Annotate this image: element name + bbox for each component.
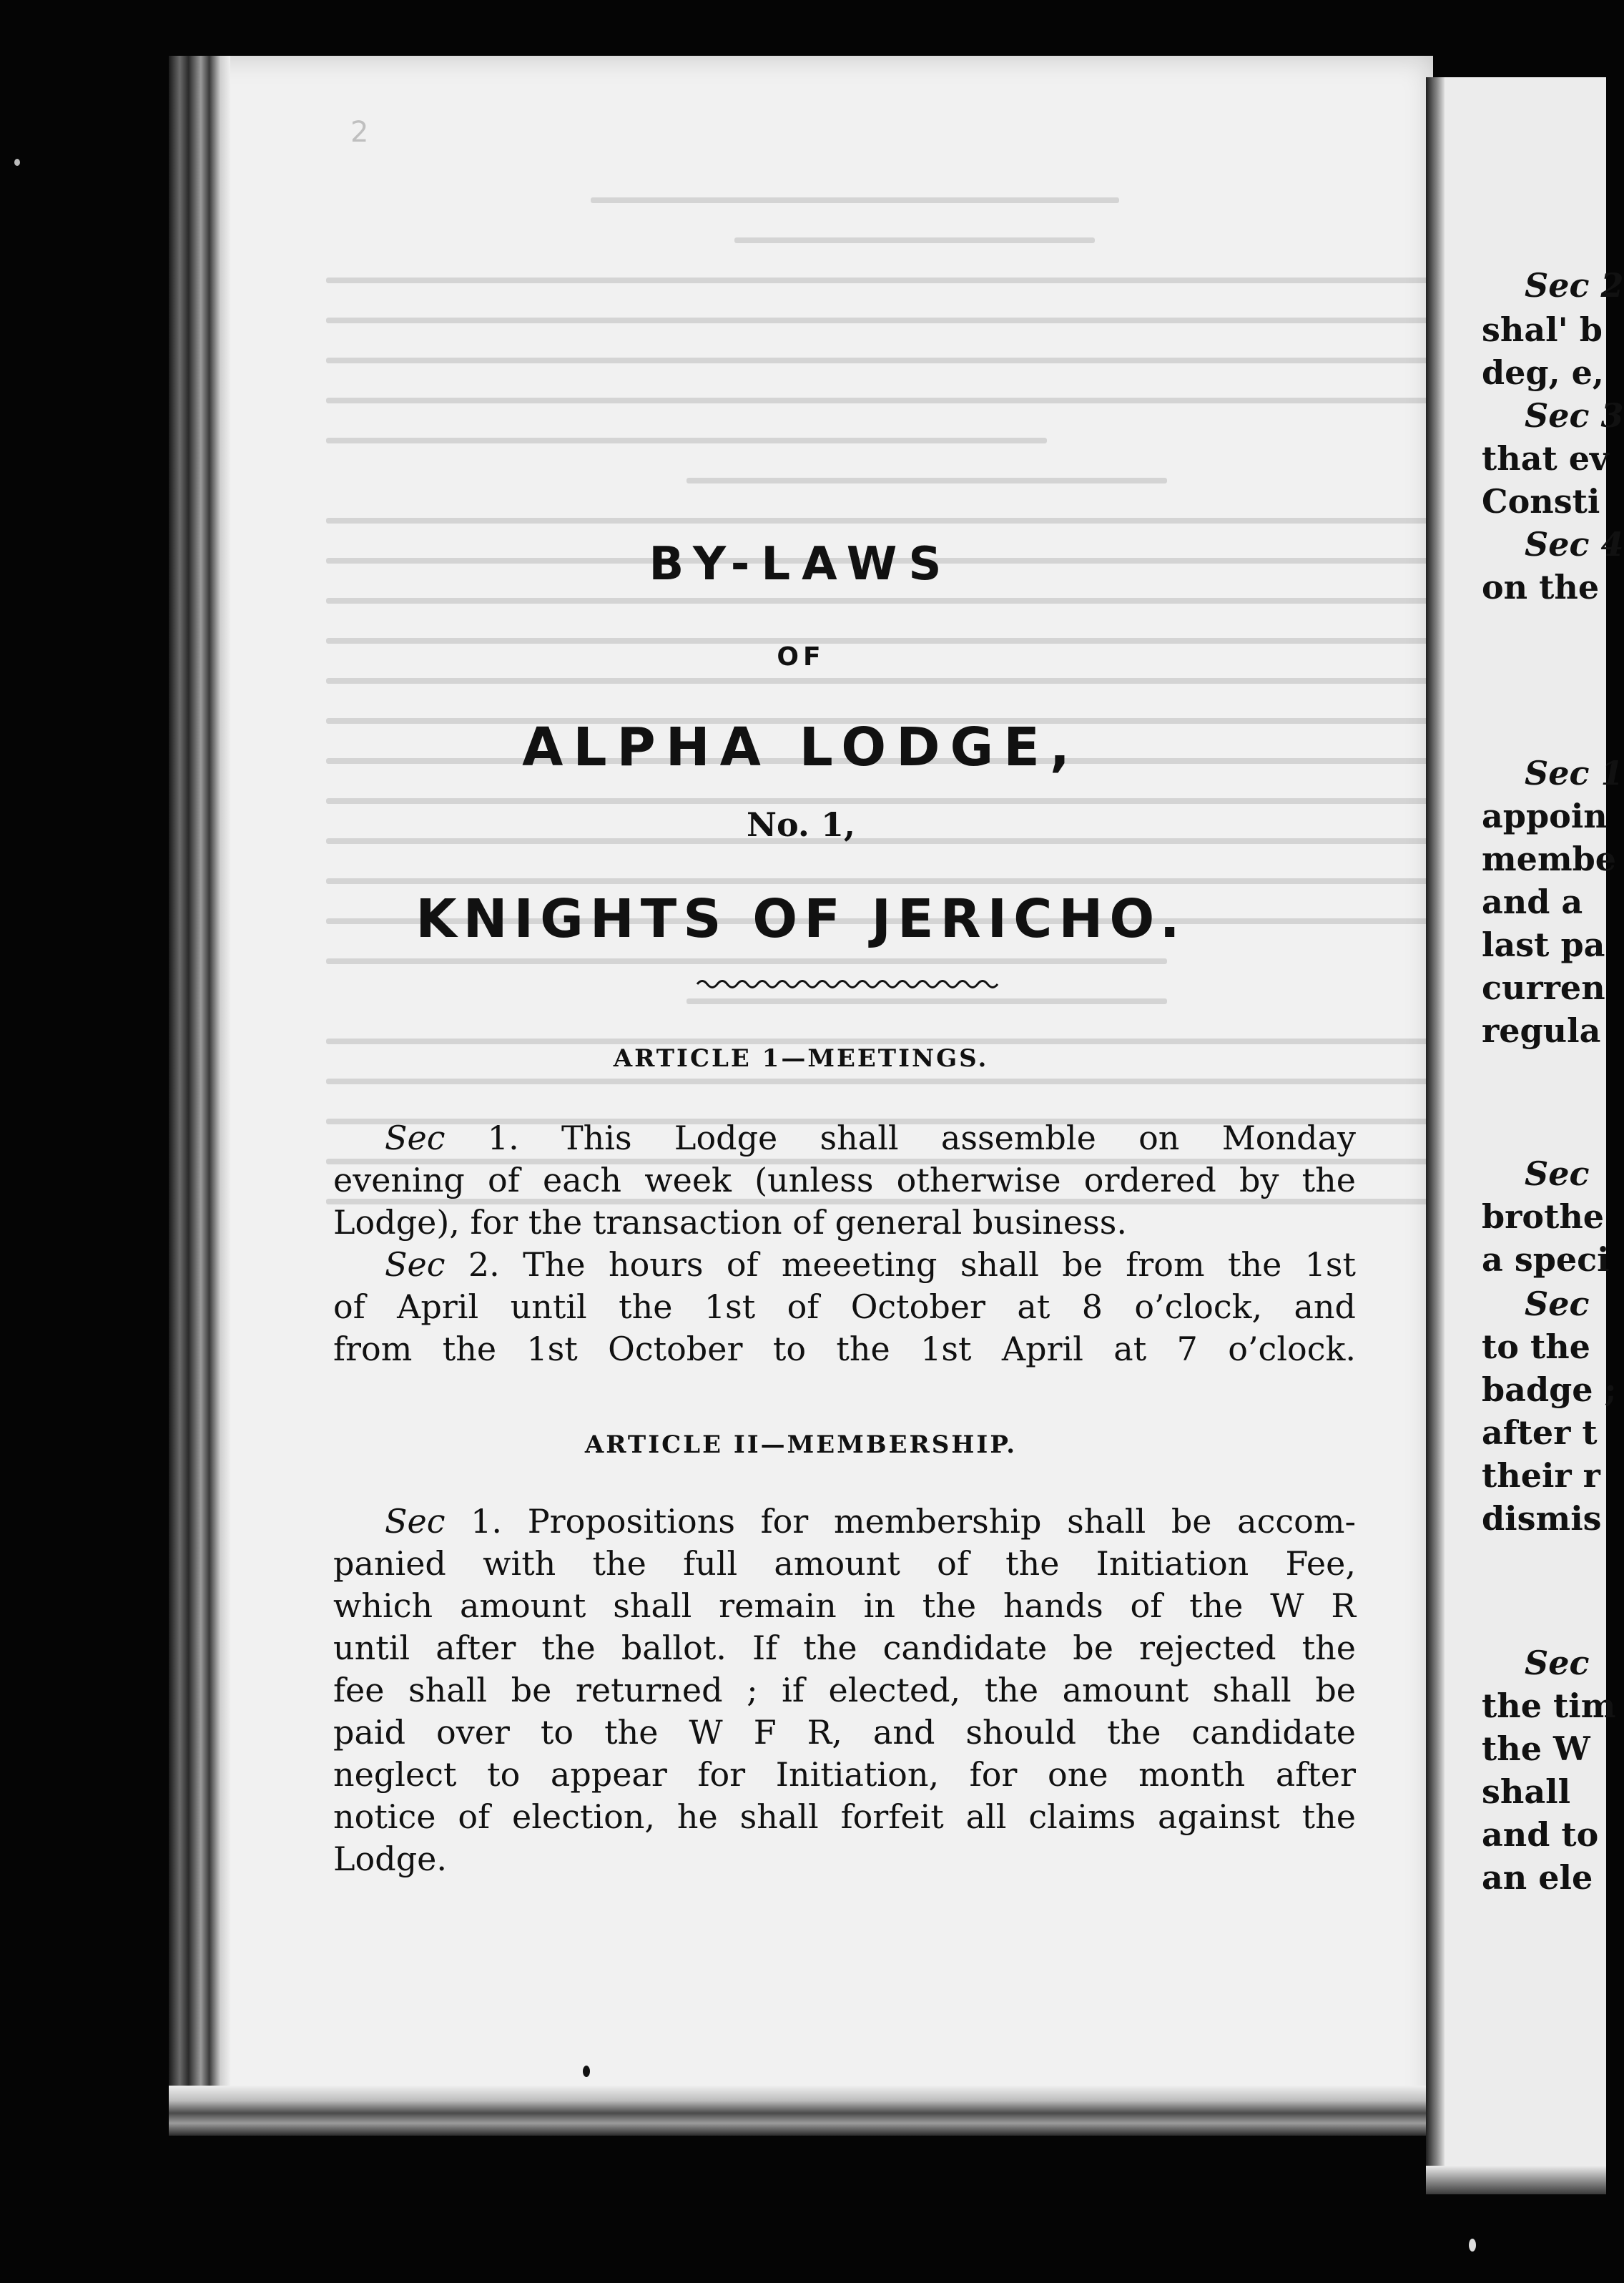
text-line: fee shall be returned ; if elected, the amount shall be [333, 1671, 1356, 1709]
right-page-bottom-edge [1426, 2166, 1606, 2194]
text-line: notice of election, he shall forfeit all claims against the [333, 1797, 1356, 1836]
right-page-line: Sec 2 [1525, 266, 1624, 305]
text-line [333, 1501, 1356, 1543]
text-line: Lodge), for the transaction of general business. [333, 1203, 1127, 1242]
right-page-line: Sec [1525, 1644, 1590, 1682]
text-line: evening of each week (unless otherwise ordered by the [333, 1161, 1356, 1199]
right-page-line: Consti [1482, 482, 1600, 521]
right-page-line: after t [1482, 1413, 1598, 1452]
right-page-line: an ele [1482, 1858, 1593, 1897]
right-page-line: Sec [1525, 1154, 1590, 1193]
text-line: from the 1st October to the 1st April at 7 o’clock. [333, 1330, 1356, 1368]
article-1-heading: ARTICLE 1—MEETINGS. [613, 1044, 989, 1073]
right-page-line: their r [1482, 1456, 1600, 1495]
right-page-line: Sec 3 [1525, 396, 1624, 435]
right-page-line: Sec 4 [1525, 525, 1624, 564]
text-line-content: 1. Propositions for membership shall be accom- [445, 1502, 1356, 1541]
text-line [333, 1244, 1356, 1286]
right-page-line: badge ; [1482, 1370, 1617, 1409]
right-page-line: Sec 1 [1525, 754, 1624, 792]
right-page-line: last pa [1482, 926, 1605, 964]
article-2-section-1 [333, 1501, 1356, 1880]
page-bottom-edge [169, 2086, 1433, 2136]
right-page-line: appoin [1482, 797, 1608, 835]
right-page-line: deg, e, [1482, 353, 1604, 392]
right-page-line: brothe [1482, 1197, 1605, 1236]
article-1-section-1 [333, 1117, 1356, 1244]
right-page-line: the tim [1482, 1687, 1616, 1725]
page-number: 2 [350, 116, 369, 149]
text-line-content: 2. The hours of meeeting shall be from the 1st [445, 1245, 1356, 1284]
right-page-line: regula [1482, 1011, 1601, 1050]
article-1-section-2 [333, 1244, 1356, 1370]
ink-dot [583, 2066, 590, 2077]
section-label: Sec [385, 1245, 446, 1284]
text-line [333, 1117, 1356, 1159]
page-gutter-shadow [169, 56, 230, 2136]
article-2-heading: ARTICLE II—MEMBERSHIP. [584, 1430, 1018, 1459]
section-label: Sec [385, 1119, 446, 1157]
text-line: neglect to appear for Initiation, for one month after [333, 1755, 1356, 1794]
text-line: until after the ballot. If the candidate be rejected the [333, 1629, 1356, 1667]
section-label: Sec [385, 1502, 446, 1541]
right-page-line: the W [1482, 1729, 1590, 1768]
right-page-line: and to [1482, 1815, 1599, 1854]
right-page-line: that ev [1482, 439, 1609, 478]
scan-speck [1469, 2239, 1476, 2252]
right-page-line: to the [1482, 1327, 1590, 1366]
title-lodge-number: No. 1, [747, 805, 855, 844]
title-order-name: KNIGHTS OF JERICHO. [415, 888, 1186, 950]
right-page-line: and a [1482, 883, 1583, 921]
right-page-line: curren [1482, 968, 1605, 1007]
right-page-line: membe [1482, 840, 1617, 878]
right-page-line: a speci [1482, 1240, 1610, 1279]
text-line-content: 1. This Lodge shall assemble on Monday [445, 1119, 1356, 1157]
text-line: of April until the 1st of October at 8 o’clock, and [333, 1287, 1356, 1326]
right-page-line: on the [1482, 568, 1600, 607]
scan-speck [14, 159, 20, 166]
text-line: paid over to the W F R, and should the candidate [333, 1713, 1356, 1752]
title-bylaws: BY-LAWS [649, 538, 953, 591]
text-line: panied with the full amount of the Initiation Fee, [333, 1544, 1356, 1583]
right-page-line: shall [1482, 1772, 1571, 1811]
right-page-text [1482, 266, 1624, 1968]
right-page-line: dismis [1482, 1499, 1602, 1538]
text-line: Lodge. [333, 1840, 447, 1878]
wavy-rule-ornament [697, 976, 998, 993]
right-page-line: shal' b [1482, 310, 1603, 349]
title-of: OF [777, 642, 825, 672]
right-page-gutter [1426, 77, 1445, 2194]
text-line: which amount shall remain in the hands of the W R [333, 1586, 1356, 1625]
right-page-line: Sec [1525, 1285, 1590, 1323]
title-lodge-name: ALPHA LODGE, [522, 717, 1080, 778]
